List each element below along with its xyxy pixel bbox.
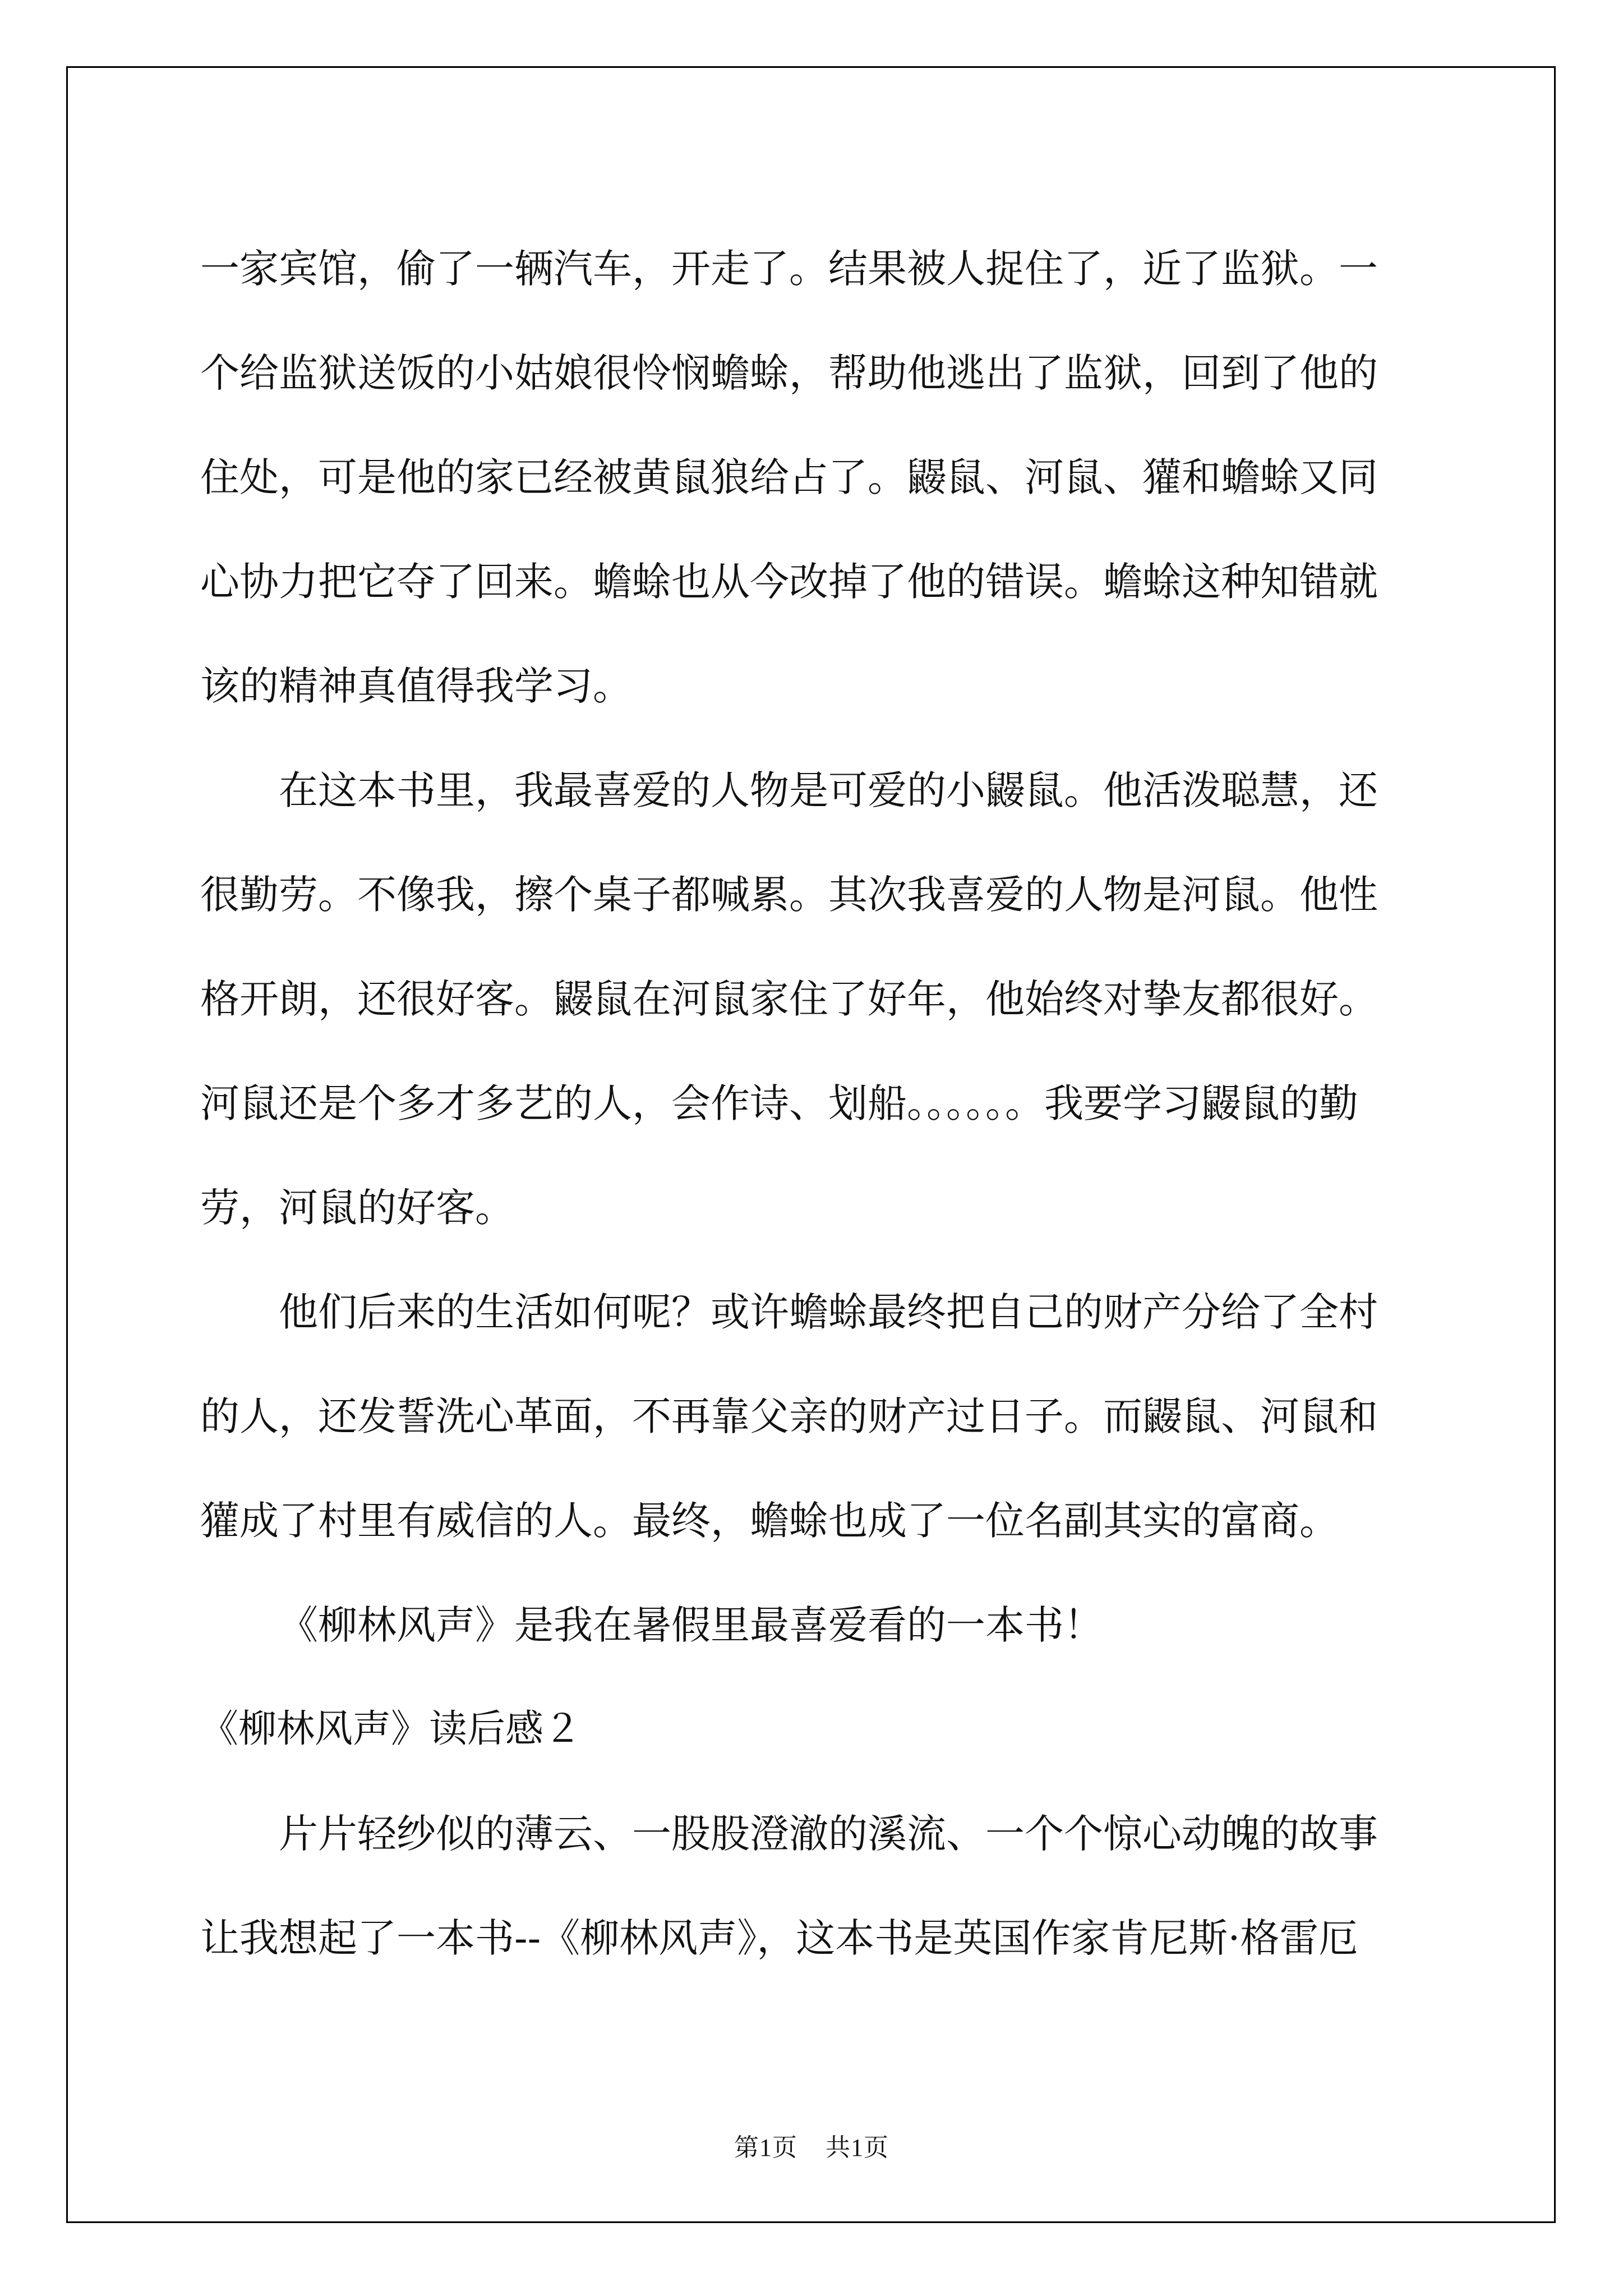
text-line: 河鼠还是个多才多艺的人，会作诗、划船。。。。。。我要学习鼹鼠的勤 (200, 1080, 1358, 1126)
text-line: 的人，还发誓洗心革面，不再靠父亲的财产过日子。而鼹鼠、河鼠和 (200, 1393, 1378, 1439)
text-line: 劳，河鼠的好客。 (200, 1185, 514, 1231)
section-heading: 《柳林风声》读后感２ (200, 1707, 582, 1751)
paragraph-first-line: 在这本书里，我最喜爱的人物是可爱的小鼹鼠。他活泼聪慧，还 (279, 767, 1378, 813)
paragraph-first-line: 片片轻纱似的薄云、一股股澄澈的溪流、一个个惊心动魄的故事 (279, 1811, 1378, 1857)
text-line: 格开朗，还很好客。鼹鼠在河鼠家住了好年，他始终对挚友都很好。 (200, 976, 1378, 1022)
text-line: 住处，可是他的家已经被黄鼠狼给占了。鼹鼠、河鼠、獾和蟾蜍又同 (200, 454, 1378, 500)
page-total: 共1页 (826, 2134, 889, 2161)
text-line: 很勤劳。不像我，擦个桌子都喊累。其次我喜爱的人物是河鼠。他性 (200, 872, 1378, 918)
text-line: 獾成了村里有威信的人。最终，蟾蜍也成了一位名副其实的富商。 (200, 1498, 1339, 1544)
document-body (200, 217, 1430, 1990)
text-line: 让我想起了一本书--《柳林风声》，这本书是英国作家肯尼斯·格雷厄 (200, 1915, 1358, 1961)
page-footer (0, 2127, 1623, 2163)
paragraph-first-line: 他们后来的生活如何呢？或许蟾蜍最终把自己的财产分给了全村 (279, 1289, 1378, 1335)
text-line: 一家宾馆，偷了一辆汽车，开走了。结果被人捉住了，近了监狱。一 (200, 246, 1378, 292)
text-line: 该的精神真值得我学习。 (200, 663, 632, 709)
text-line: 心协力把它夺了回来。蟾蜍也从今改掉了他的错误。蟾蜍这种知错就 (200, 559, 1378, 605)
page-number: 第1页 (734, 2134, 797, 2161)
text-line: 个给监狱送饭的小姑娘很怜悯蟾蜍，帮助他逃出了监狱，回到了他的 (200, 350, 1378, 396)
paragraph-first-line: 《柳林风声》是我在暑假里最喜爱看的一本书！ (279, 1602, 1103, 1648)
